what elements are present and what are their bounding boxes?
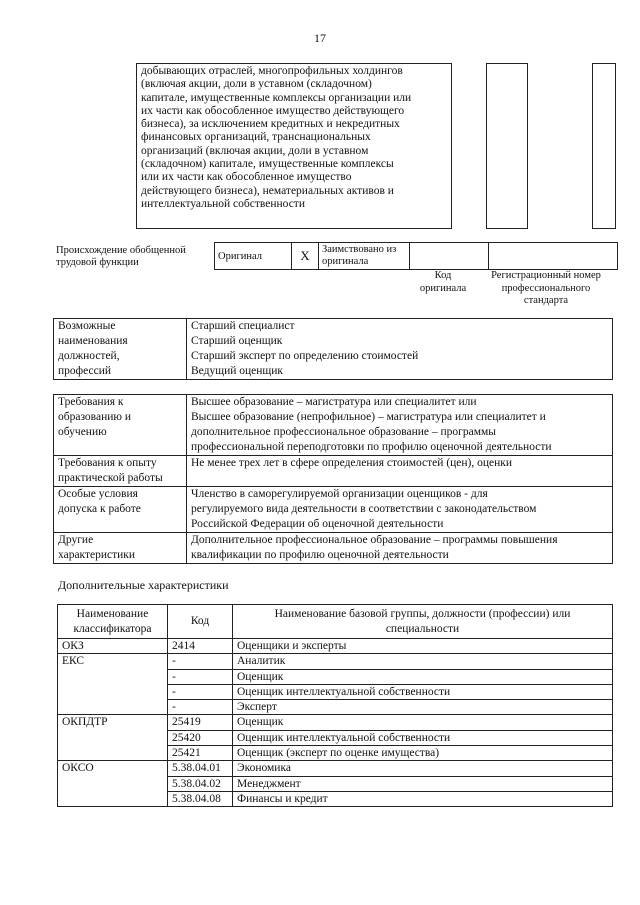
header-code bbox=[168, 605, 233, 639]
origin-original-text: Оригинал bbox=[218, 250, 262, 262]
classifier-desc: Оценщики и эксперты bbox=[233, 639, 613, 654]
other-characteristics-row bbox=[54, 533, 613, 564]
value-line: Членство в саморегулируемой организации оценщиков - для bbox=[191, 488, 488, 500]
value-line: Российской Федерации об оценочной деятельности bbox=[191, 518, 444, 530]
requirement-label bbox=[54, 395, 187, 456]
header-description bbox=[233, 605, 613, 639]
position-title: Старший оценщик bbox=[191, 335, 283, 347]
classifier-code: 5.38.04.01 bbox=[168, 761, 233, 776]
qualification-level-box bbox=[486, 63, 528, 229]
original-code-label bbox=[412, 270, 474, 295]
text-line: действующего бизнеса), нематериальных активов и bbox=[141, 184, 394, 197]
value-line: Не менее трех лет в сфере определения стоимостей (цен), оценки bbox=[191, 457, 513, 469]
origin-mark-cell bbox=[292, 243, 319, 270]
origin-label bbox=[56, 245, 206, 269]
text-line: капитале, имущественные комплексы организации или bbox=[141, 91, 412, 104]
classifier-desc: Оценщик bbox=[233, 669, 613, 684]
positions-value-cell bbox=[187, 319, 613, 380]
value-line: Высшее образование (непрофильное) – магистратура или специалитет и bbox=[191, 411, 546, 423]
positions-label-line: профессий bbox=[58, 365, 112, 377]
value-line: Высшее образование – магистратура или специалитет или bbox=[191, 396, 477, 408]
classifier-name: ОКСО bbox=[58, 761, 168, 807]
label-line: обучению bbox=[58, 426, 107, 438]
header-classifier bbox=[58, 605, 168, 639]
requirement-value bbox=[187, 395, 613, 456]
text-line: (включая акции, доли в уставном (складочном) bbox=[141, 78, 372, 91]
classifier-name: ЕКС bbox=[58, 654, 168, 715]
text-line: финансовых организаций, транснациональных bbox=[141, 131, 371, 144]
header-line: классификатора bbox=[73, 622, 152, 635]
requirement-value bbox=[187, 487, 613, 533]
classifier-code: 25419 bbox=[168, 715, 233, 730]
header-code-text: Код bbox=[190, 615, 210, 628]
label-line: образованию и bbox=[58, 411, 131, 423]
classifier-name: ОКЗ bbox=[58, 639, 168, 654]
text-line: интеллектуальной собственности bbox=[141, 197, 305, 210]
label-line: Требования к bbox=[58, 396, 124, 408]
classifier-desc: Аналитик bbox=[233, 654, 613, 669]
value-line: дополнительное профессиональное образование – программы bbox=[191, 426, 496, 438]
position-title: Ведущий оценщик bbox=[191, 365, 284, 377]
positions-label-line: должностей, bbox=[58, 350, 120, 362]
origin-mark: X bbox=[300, 248, 310, 263]
label-line: практической работы bbox=[58, 472, 163, 484]
reg-label-line: стандарта bbox=[523, 295, 569, 306]
classifier-desc: Финансы и кредит bbox=[233, 791, 613, 806]
header-row bbox=[58, 605, 613, 639]
borrowed-line: Заимствовано из bbox=[322, 244, 397, 255]
reg-label-line: профессионального bbox=[501, 282, 591, 294]
classifier-code: - bbox=[168, 654, 233, 669]
text-line: добывающих отраслей, многопрофильных холдингов bbox=[141, 65, 403, 77]
section-title: Дополнительные характеристики bbox=[58, 578, 229, 592]
origin-label-line: трудовой функции bbox=[56, 257, 139, 268]
registration-number-label bbox=[484, 270, 608, 308]
positions-label-line: наименования bbox=[58, 335, 128, 347]
requirement-label bbox=[54, 456, 187, 487]
experience-row bbox=[54, 456, 613, 487]
origin-code-cell bbox=[410, 243, 489, 270]
admission-row bbox=[54, 487, 613, 533]
text-line: организаций (включая акции, доли в уставном bbox=[141, 144, 369, 157]
code-label-line: Код bbox=[434, 270, 452, 281]
code-label-line: оригинала bbox=[419, 282, 467, 294]
text-line: (складочном) капитале, имущественные комплексы bbox=[141, 158, 394, 171]
table-row bbox=[58, 654, 613, 669]
text-line: их части как обособленное имущество действующего bbox=[141, 104, 405, 117]
reg-label-line: Регистрационный номер bbox=[491, 270, 601, 281]
label-line: характеристики bbox=[58, 549, 136, 561]
classifier-code: - bbox=[168, 669, 233, 684]
classifier-desc: Оценщик интеллектуальной собственности bbox=[233, 684, 613, 699]
page-number: 17 bbox=[314, 31, 326, 45]
origin-reg-cell bbox=[489, 243, 618, 270]
classifier-desc: Оценщик bbox=[233, 715, 613, 730]
table-row bbox=[58, 761, 613, 776]
classifier-table bbox=[57, 604, 613, 807]
classifier-code: 5.38.04.08 bbox=[168, 791, 233, 806]
requirement-value bbox=[187, 456, 613, 487]
borrowed-line: оригинала bbox=[322, 256, 369, 267]
requirement-label bbox=[54, 533, 187, 564]
positions-label-line: Возможные bbox=[58, 320, 116, 332]
header-line: Наименование bbox=[76, 608, 149, 621]
classifier-code: 25420 bbox=[168, 730, 233, 745]
classifier-code: 25421 bbox=[168, 746, 233, 761]
label-line: Особые условия bbox=[58, 488, 138, 500]
position-title: Старший эксперт по определению стоимостей bbox=[191, 350, 419, 362]
classifier-desc: Эксперт bbox=[233, 700, 613, 715]
value-line: квалификации по профилю оценочной деятельности bbox=[191, 549, 449, 561]
value-line: регулируемого вида деятельности в соответствии с законодательством bbox=[191, 503, 537, 515]
classifier-code: 5.38.04.02 bbox=[168, 776, 233, 791]
positions-table bbox=[53, 318, 613, 380]
table-row bbox=[58, 639, 613, 654]
positions-label-cell bbox=[54, 319, 187, 380]
classifier-code: 2414 bbox=[168, 639, 233, 654]
classifier-code: - bbox=[168, 684, 233, 699]
classifier-desc: Оценщик (эксперт по оценке имущества) bbox=[233, 746, 613, 761]
education-row bbox=[54, 395, 613, 456]
value-line: Дополнительное профессиональное образование – программы повышения bbox=[191, 534, 558, 546]
requirement-value bbox=[187, 533, 613, 564]
label-line: допуска к работе bbox=[58, 503, 141, 515]
requirements-table bbox=[53, 394, 613, 564]
label-line: Другие bbox=[58, 534, 94, 546]
value-line: профессиональной переподготовки по профилю оценочной деятельности bbox=[191, 441, 552, 453]
text-line: бизнеса), за исключением кредитных и некредитных bbox=[141, 118, 400, 131]
classifier-name: ОКПДТР bbox=[58, 715, 168, 761]
text-line: или их части как обособленное имущество bbox=[141, 171, 352, 184]
classifier-desc: Оценщик интеллектуальной собственности bbox=[233, 730, 613, 745]
table-row bbox=[58, 715, 613, 730]
position-title: Старший специалист bbox=[191, 320, 295, 332]
level-value-box bbox=[592, 63, 616, 229]
origin-label-line: Происхождение обобщенной bbox=[56, 245, 186, 256]
classifier-desc: Экономика bbox=[233, 761, 613, 776]
origin-original-cell bbox=[215, 243, 292, 270]
origin-table bbox=[214, 242, 618, 270]
classifier-desc: Менеджмент bbox=[233, 776, 613, 791]
header-line: Наименование базовой группы, должности (профессии) или bbox=[274, 608, 571, 621]
requirement-label bbox=[54, 487, 187, 533]
origin-borrowed-cell bbox=[319, 243, 410, 270]
label-line: Требования к опыту bbox=[58, 457, 157, 469]
header-line: специальности bbox=[385, 622, 460, 635]
function-description-box bbox=[136, 63, 452, 229]
classifier-code: - bbox=[168, 700, 233, 715]
